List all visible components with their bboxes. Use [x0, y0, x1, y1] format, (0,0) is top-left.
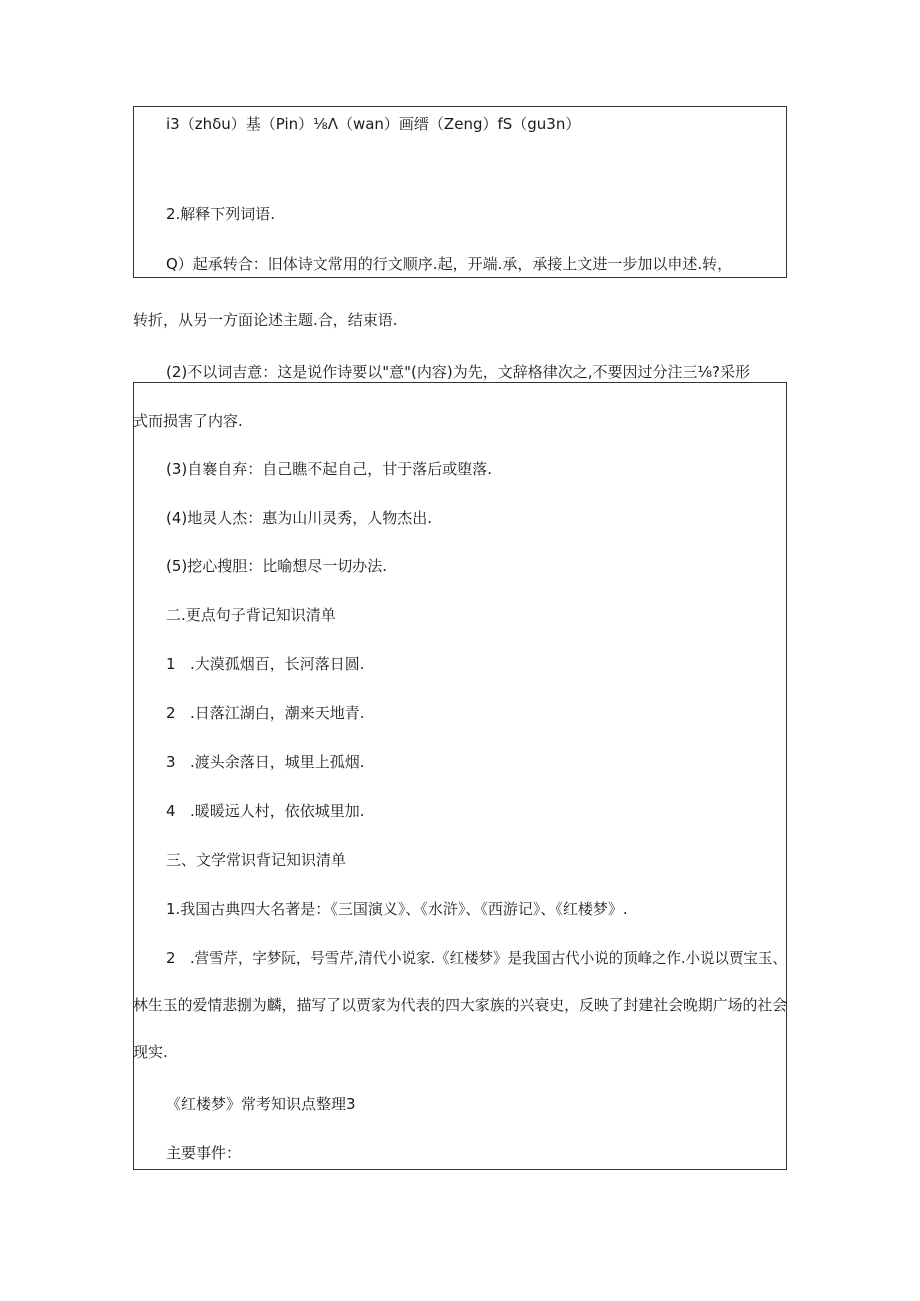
literature-item-1: 1.我国古典四大名著是：《三国演义》、《水浒》、《西游记》、《红楼梦》. — [166, 900, 628, 918]
section-2-heading: 二.更点句子背记知识清单 — [166, 606, 336, 624]
definition-zibao: (3)自褰自弃：自己瞧不起自己，甘于落后或堕落. — [166, 460, 493, 478]
definition-qicheng-continued: 转折，从另一方面论述主题.合，结束语. — [133, 311, 398, 329]
sentence-4-num: 4 — [166, 802, 176, 820]
sentence-1-num: 1 — [166, 655, 176, 673]
literature-item-2-num: 2 — [166, 949, 176, 967]
definition-buyici: (2)不以词吉意：这是说作诗要以"意"(内容)为先，文辞格律次之,不要因过分注三⅛?采形 — [166, 363, 751, 381]
sentence-1-text: .大漠孤烟百，长河落日圆. — [190, 655, 365, 673]
literature-item-2-line-3: 现实. — [133, 1043, 168, 1061]
pinyin-line: i3（zhδu）基（Pin）⅛Λ（wan）画缙（Zeng）fS（gu3n） — [166, 115, 581, 133]
definition-buyici-continued: 式而损害了内容. — [133, 412, 243, 430]
vocab-heading: 2.解释下列词语. — [166, 205, 276, 223]
sentence-3-num: 3 — [166, 753, 176, 771]
section-title-3: 《红楼梦》常考知识点整理3 — [166, 1095, 356, 1113]
sentence-2-text: .日落江湖白，潮来天地青. — [190, 704, 365, 722]
definition-diling: (4)地灵人杰：惠为山川灵秀，人物杰出. — [166, 509, 433, 527]
section-3-heading: 三、文学常识背记知识清单 — [166, 851, 347, 869]
definition-waxin: (5)挖心搜胆：比喻想尽一切办法. — [166, 557, 388, 575]
sentence-2-num: 2 — [166, 704, 176, 722]
sentence-3-text: .渡头余落日，城里上孤烟. — [190, 753, 365, 771]
main-events-label: 主要事件： — [166, 1144, 242, 1162]
literature-item-2-line-1: .营雪芹，字梦阮，号雪芹,清代小说家.《红楼梦》是我国古代小说的顶峰之作.小说以贾宝玉、 — [190, 949, 787, 967]
sentence-4-text: .暖暖远人村，依依城里加. — [190, 802, 365, 820]
literature-item-2-line-2: 林生玉的爱情悲捌为麟，描写了以贾家为代表的四大家族的兴衰史，反映了封建社会晚期广场的社会 — [133, 996, 788, 1014]
main-bordered-box — [133, 382, 787, 1170]
definition-qicheng: Q）起承转合：旧体诗文常用的行文顺序.起，开端.承，承接上文进一步加以申述.转， — [166, 255, 733, 273]
